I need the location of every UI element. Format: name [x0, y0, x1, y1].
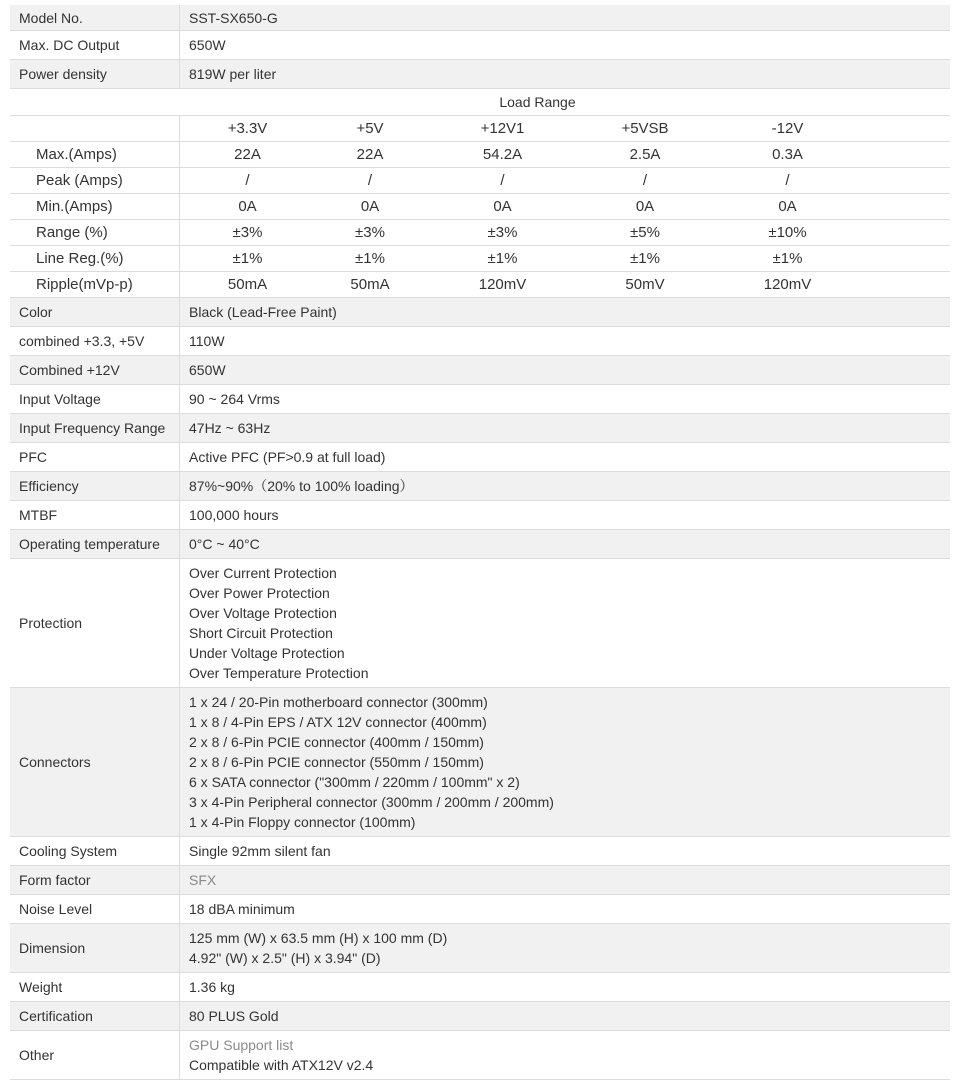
spec-row	[10, 443, 950, 472]
spec-value-line: 0°C ~ 40°C	[189, 536, 260, 552]
spec-value-line: 47Hz ~ 63Hz	[189, 420, 271, 436]
spec-row-max-dc-output	[10, 31, 950, 60]
load-range-cell: 54.2A	[482, 146, 523, 163]
spec-value-line: 3 x 4-Pin Peripheral connector (300mm / 200mm / 200mm)	[189, 794, 554, 810]
load-range-cell: 50mA	[227, 276, 268, 293]
load-range-row	[10, 246, 950, 272]
load-range-row-label: Ripple(mVp-p)	[10, 272, 180, 297]
spec-value-line: 2 x 8 / 6-Pin PCIE connector (550mm / 150mm)	[189, 754, 484, 770]
load-range-header-row	[10, 116, 950, 142]
spec-row	[10, 298, 950, 327]
load-range-cell: /	[500, 172, 505, 189]
spec-label: Cooling System	[10, 837, 180, 865]
spec-row	[10, 1002, 950, 1031]
spec-value-line: 110W	[189, 333, 225, 349]
spec-value-line: 4.92" (W) x 2.5" (H) x 3.94" (D)	[189, 950, 381, 966]
spec-value	[180, 973, 235, 1001]
load-range-row-label: Peak (Amps)	[10, 168, 180, 193]
spec-row-power-density	[10, 60, 950, 89]
load-range-cell: ±3%	[232, 224, 263, 241]
spec-value-line: 2 x 8 / 6-Pin PCIE connector (400mm / 150mm)	[189, 734, 484, 750]
spec-value	[180, 414, 270, 442]
spec-value: 650W	[189, 37, 226, 53]
load-range-cell: 120mV	[478, 276, 527, 293]
load-range-cell: 50mA	[350, 276, 390, 293]
spec-value	[180, 385, 280, 413]
spec-row	[10, 973, 950, 1002]
load-range-cell: ±3%	[355, 224, 385, 241]
spec-row	[10, 356, 950, 385]
load-range-row	[10, 220, 950, 246]
spec-label: Weight	[10, 973, 180, 1001]
load-range-cell: ±1%	[772, 250, 803, 267]
spec-value	[180, 866, 216, 894]
load-range-column-header: +3.3V	[227, 120, 268, 137]
spec-value	[180, 530, 260, 558]
spec-label: Dimension	[10, 924, 180, 972]
spec-value-line: 1.36 kg	[189, 979, 235, 995]
spec-value-line: Over Power Protection	[189, 585, 330, 601]
spec-row	[10, 385, 950, 414]
spec-value-line: Over Temperature Protection	[189, 665, 369, 681]
spec-value	[180, 837, 331, 865]
spec-value-line: 80 PLUS Gold	[189, 1008, 279, 1024]
load-range-row	[10, 272, 950, 298]
load-range-cell: ±10%	[768, 224, 807, 241]
spec-value-line: Compatible with ATX12V v2.4	[189, 1057, 374, 1073]
spec-row	[10, 924, 950, 973]
spec-value-line: Over Voltage Protection	[189, 605, 337, 621]
spec-value-line: 1 x 8 / 4-Pin EPS / ATX 12V connector (400mm)	[189, 714, 487, 730]
spec-row	[10, 837, 950, 866]
spec-value	[180, 443, 385, 471]
load-range-cell: ±1%	[630, 250, 660, 267]
load-range-title: Load Range	[10, 89, 950, 116]
spec-label: Protection	[10, 559, 180, 687]
spec-value	[180, 1002, 279, 1030]
gpu-support-link[interactable]: GPU Support list	[189, 1037, 294, 1053]
load-range-cell: ±1%	[232, 250, 263, 267]
spec-value: 819W per liter	[189, 66, 277, 82]
spec-row	[10, 530, 950, 559]
spec-value	[180, 688, 554, 836]
load-range-cell: 0A	[635, 198, 655, 215]
load-range-corner	[10, 116, 180, 141]
spec-label: Combined +12V	[10, 356, 180, 384]
load-range-cell: 50mV	[625, 276, 665, 293]
load-range-cell: 0A	[778, 198, 797, 215]
spec-label: Color	[10, 298, 180, 326]
load-range-row-label: Min.(Amps)	[10, 194, 180, 219]
load-range-cell: 2.5A	[629, 146, 661, 163]
spec-value-line: 87%~90%（20% to 100% loading）	[189, 478, 414, 494]
spec-value	[180, 1031, 373, 1079]
load-range-cell: /	[642, 172, 648, 189]
load-range-cell: /	[245, 172, 250, 189]
load-range-cell: 120mV	[763, 276, 812, 293]
spec-rows	[10, 298, 950, 1080]
spec-row	[10, 866, 950, 895]
load-range-row	[10, 194, 950, 220]
spec-row	[10, 688, 950, 837]
spec-value-line: Over Current Protection	[189, 565, 337, 581]
load-range-cell: /	[785, 172, 790, 189]
spec-value	[180, 559, 369, 687]
spec-value-line: SFX	[189, 872, 217, 888]
load-range-column-header: +5VSB	[621, 120, 669, 137]
load-range-column-header: +5V	[356, 120, 384, 137]
load-range-row-label: Max.(Amps)	[10, 142, 180, 167]
spec-label: Input Voltage	[10, 385, 180, 413]
spec-label: Model No.	[10, 5, 180, 30]
spec-label: Certification	[10, 1002, 180, 1030]
spec-value-line: 100,000 hours	[189, 507, 279, 523]
spec-value-line: 1 x 4-Pin Floppy connector (100mm)	[189, 814, 416, 830]
load-range-table	[10, 116, 950, 298]
load-range-cell: /	[367, 172, 373, 189]
spec-row	[10, 327, 950, 356]
load-range-row	[10, 168, 950, 194]
spec-value	[180, 501, 279, 529]
load-range-column-header: -12V	[771, 120, 804, 137]
spec-value-line: 125 mm (W) x 63.5 mm (H) x 100 mm (D)	[189, 930, 448, 946]
spec-value-line: Under Voltage Protection	[189, 645, 345, 661]
spec-value-line: 1 x 24 / 20-Pin motherboard connector (300mm)	[189, 694, 488, 710]
spec-row	[10, 1031, 950, 1080]
load-range-row-label: Range (%)	[10, 220, 180, 245]
spec-value	[180, 924, 447, 972]
spec-row	[10, 414, 950, 443]
load-range-cell: ±3%	[487, 224, 518, 241]
spec-value-line: Black (Lead-Free Paint)	[189, 304, 337, 320]
load-range-row	[10, 142, 950, 168]
spec-label: Operating temperature	[10, 530, 180, 558]
spec-value	[180, 895, 295, 923]
spec-value	[180, 472, 414, 500]
spec-label: MTBF	[10, 501, 180, 529]
load-range-cell: 0A	[493, 198, 512, 215]
spec-label: Connectors	[10, 688, 180, 836]
spec-row-model	[10, 5, 950, 31]
spec-value: SST-SX650-G	[189, 9, 278, 26]
spec-label: Max. DC Output	[10, 31, 180, 59]
spec-table	[10, 5, 950, 1080]
spec-value-line: 650W	[189, 362, 226, 378]
spec-label: PFC	[10, 443, 180, 471]
spec-value-line: Single 92mm silent fan	[189, 843, 331, 859]
spec-value-line: Short Circuit Protection	[189, 625, 333, 641]
spec-row	[10, 895, 950, 924]
spec-value	[180, 298, 337, 326]
spec-value-line: 90 ~ 264 Vrms	[189, 391, 280, 407]
load-range-cell: ±1%	[355, 250, 385, 267]
load-range-cell: ±5%	[630, 224, 660, 241]
load-range-row-label: Line Reg.(%)	[10, 246, 180, 271]
spec-label: Input Frequency Range	[10, 414, 180, 442]
load-range-cell: 0.3A	[772, 146, 803, 163]
spec-row	[10, 501, 950, 530]
spec-label: Form factor	[10, 866, 180, 894]
load-range-cell: 0A	[360, 198, 380, 215]
load-range-cell: ±1%	[487, 250, 518, 267]
spec-label: Other	[10, 1031, 180, 1079]
spec-value-line: 6 x SATA connector ("300mm / 220mm / 100mm" x 2)	[189, 774, 520, 790]
spec-value	[180, 327, 225, 355]
spec-label: Noise Level	[10, 895, 180, 923]
spec-label: combined +3.3, +5V	[10, 327, 180, 355]
spec-value-line: 18 dBA minimum	[189, 901, 295, 917]
spec-row	[10, 472, 950, 501]
load-range-cell: 22A	[234, 146, 261, 163]
load-range-column-header: +12V1	[480, 120, 525, 137]
spec-label: Efficiency	[10, 472, 180, 500]
spec-row	[10, 559, 950, 688]
spec-label: Power density	[10, 60, 180, 88]
load-range-cell: 22A	[356, 146, 384, 163]
spec-value	[180, 356, 226, 384]
load-range-cell: 0A	[238, 198, 257, 215]
spec-value-line: Active PFC (PF>0.9 at full load)	[189, 449, 386, 465]
